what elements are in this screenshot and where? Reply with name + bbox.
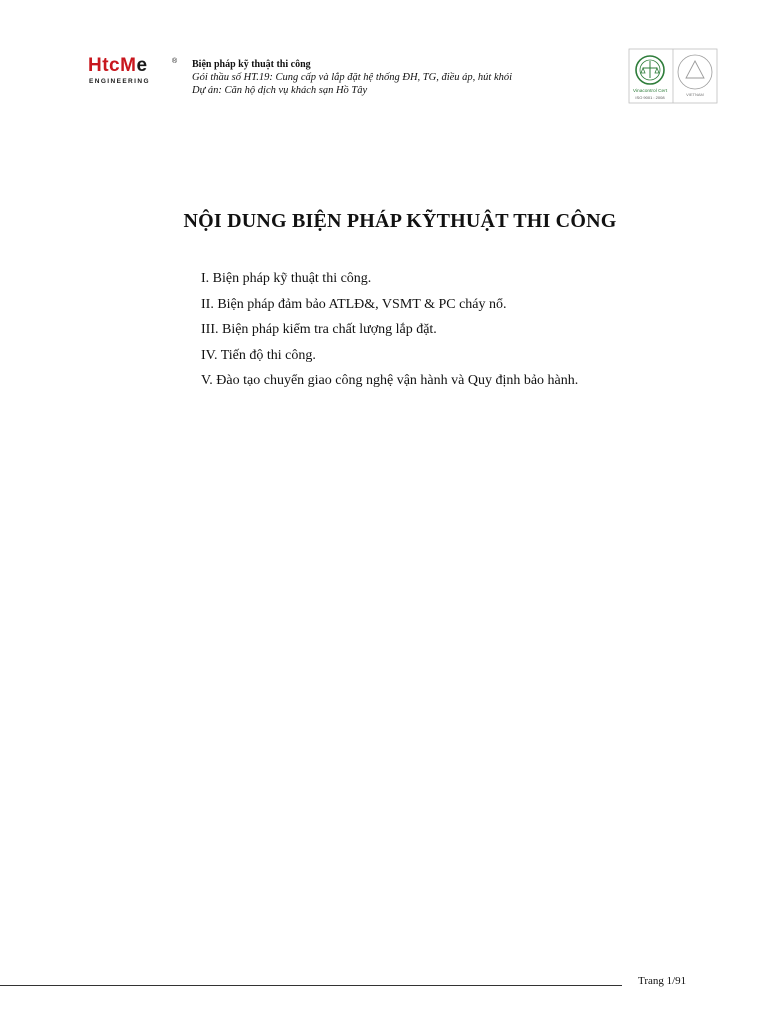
logo-subtitle: ENGINEERING <box>89 78 150 85</box>
document-title: NỘI DUNG BIỆN PHÁP KỸTHUẬT THI CÔNG <box>183 210 617 232</box>
svg-text:ISO 9001 : 2008: ISO 9001 : 2008 <box>635 95 665 100</box>
header-line-title: Biện pháp kỹ thuật thi công <box>192 59 311 70</box>
certification-logos <box>628 48 718 104</box>
registered-mark: ® <box>172 58 178 65</box>
svg-text:Vinacontrol Cert: Vinacontrol Cert <box>632 89 668 94</box>
logo-wordmark: HtcMe <box>88 55 148 76</box>
page-header <box>0 0 768 115</box>
toc-item: IV. Tiến độ thi công. <box>201 347 316 363</box>
header-line-project: Dự án: Căn hộ dịch vụ khách sạn Hồ Tây <box>192 85 368 96</box>
toc-item: I. Biện pháp kỹ thuật thi công. <box>201 271 372 286</box>
page-number: Trang 1/91 <box>638 975 687 987</box>
certification-seal-icon <box>628 48 718 104</box>
header-text <box>192 58 612 97</box>
footer-divider <box>0 985 622 986</box>
toc-item: V. Đào tạo chuyển giao công nghệ vận hành và Quy định bảo hành. <box>201 373 579 388</box>
toc-item: III. Biện pháp kiểm tra chất lượng lắp đặt. <box>201 322 437 337</box>
svg-text:VIETNAM: VIETNAM <box>686 92 704 97</box>
header-line-package: Gói thầu số HT.19: Cung cấp và lắp đặt hệ thống ĐH, TG, điều áp, hút khói <box>192 72 513 83</box>
htcme-logo <box>88 56 180 96</box>
toc-item: II. Biện pháp đảm bảo ATLĐ&, VSMT & PC cháy nổ. <box>201 296 507 312</box>
table-of-contents <box>201 266 578 394</box>
